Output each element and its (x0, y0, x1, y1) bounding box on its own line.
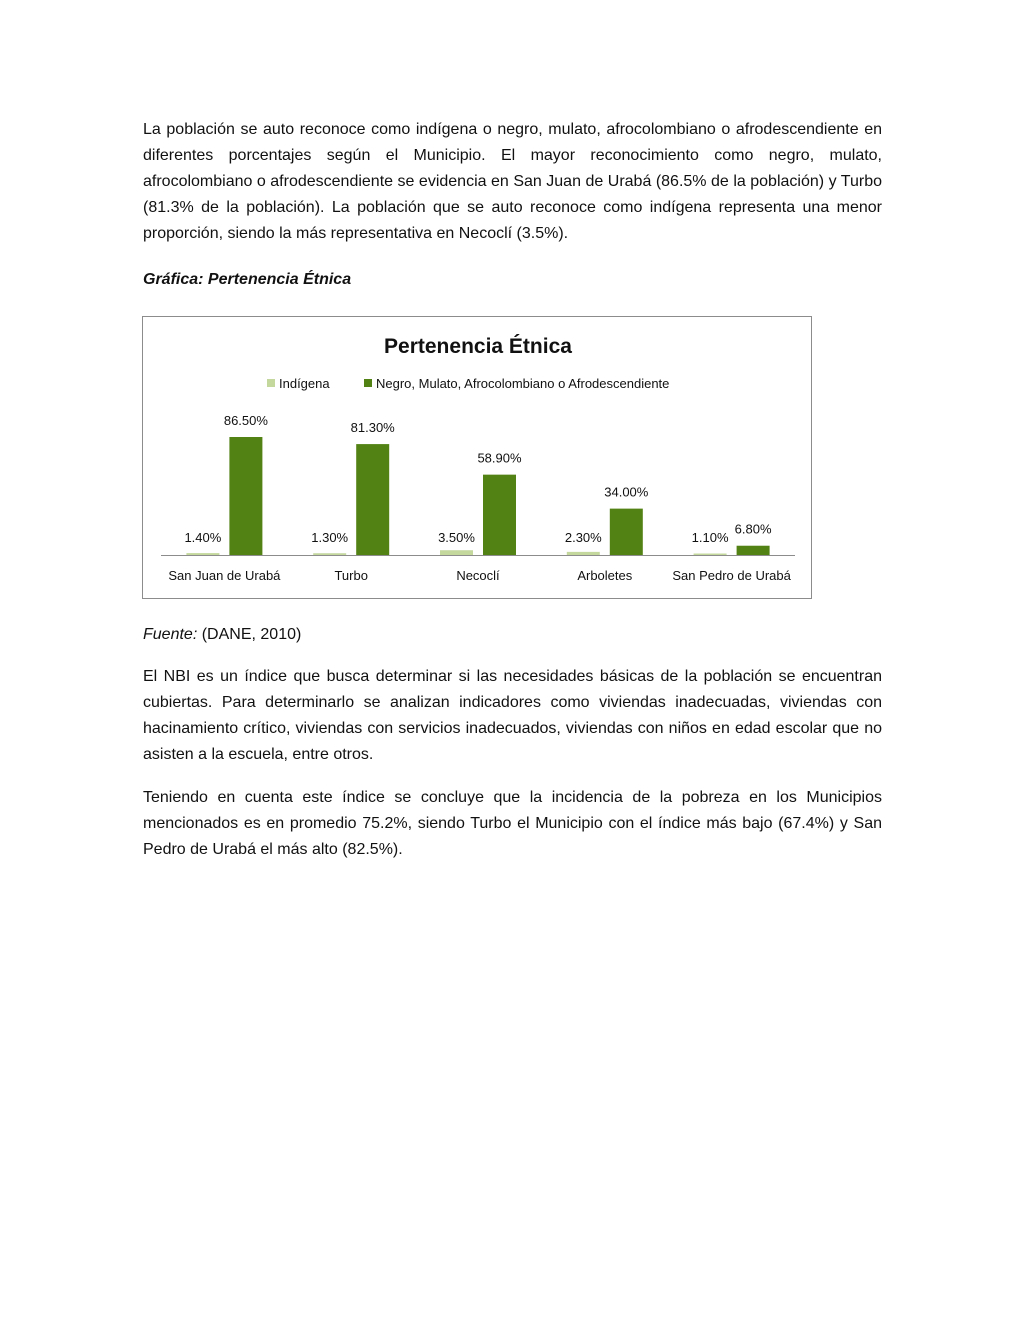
ethnicity-bar-chart (143, 317, 813, 600)
bar-turbo-negro (356, 444, 389, 555)
bar-necocli-indigena (440, 550, 473, 555)
paragraph-poverty: Teniendo en cuenta este índice se concluye que la incidencia de la pobreza en los Municipios mencionados es en promedio 75.2%, siendo Turbo el Municipio con el índice más bajo (67.4%) y San Pedro de Urabá el más alto (82.5%). (143, 789, 882, 858)
bar-san-pedro-de-uraba-negro (737, 546, 770, 555)
legend-swatch-negro (364, 379, 372, 387)
category-label-necocli: Necoclí (456, 568, 500, 583)
data-label-san-pedro-de-uraba-indigena: 1.10% (691, 530, 729, 545)
category-label-turbo: Turbo (334, 568, 368, 583)
data-label-necocli-indigena: 3.50% (438, 530, 475, 545)
legend-label-negro: Negro, Mulato, Afrocolombiano o Afrodescendiente (376, 376, 670, 391)
data-label-san-juan-de-uraba-indigena: 1.40% (184, 530, 222, 545)
bar-arboletes-indigena (567, 552, 600, 555)
category-label-arboletes: Arboletes (577, 568, 633, 583)
data-label-arboletes-indigena: 2.30% (564, 530, 602, 545)
data-label-arboletes-negro: 34.00% (604, 484, 649, 500)
category-labels (168, 568, 791, 583)
data-label-san-juan-de-uraba-negro: 86.50% (223, 413, 268, 428)
chart-bars (184, 413, 772, 555)
source-citation (143, 626, 301, 644)
source-value: (DANE, 2010) (201, 626, 302, 643)
data-label-necocli-negro: 58.90% (477, 450, 522, 466)
category-label-san-pedro-de-uraba: San Pedro de Urabá (672, 568, 791, 583)
data-label-turbo-negro: 81.30% (350, 420, 395, 436)
legend-label-indigena: Indígena (279, 376, 330, 391)
bar-necocli-negro (483, 475, 516, 555)
chart-container (142, 316, 812, 599)
bar-san-pedro-de-uraba-indigena (694, 553, 727, 555)
data-label-turbo-indigena: 1.30% (311, 530, 349, 545)
bar-san-juan-de-uraba-negro (229, 437, 262, 555)
legend-swatch-indigena (267, 379, 275, 387)
chart-title: Pertenencia Étnica (384, 335, 572, 358)
data-label-san-pedro-de-uraba-negro: 6.80% (734, 521, 772, 537)
bar-turbo-indigena (313, 553, 346, 555)
chart-legend (267, 376, 669, 391)
source-label: Fuente: (143, 626, 198, 643)
paragraph-nbi: El NBI es un índice que busca determinar si las necesidades básicas de la población se encuentran cubiertas. Para determinarlo se analizan indicadores como viviendas inadecuadas, viviendas con hacinamiento crítico, viviendas con servicios inadecuados, viviendas con niños en edad escolar que no asisten a la escuela, entre otros. (143, 668, 882, 763)
figure-caption: Gráfica: Pertenencia Étnica (143, 271, 352, 288)
paragraph-intro: La población se auto reconoce como indígena o negro, mulato, afrocolombiano o afrodescendiente en diferentes porcentajes según el Municipio. El mayor reconocimiento como negro, mulato, afrocolombiano o afrodescendiente se evidencia en San Juan de Urabá (86.5% de la población) y Turbo (81.3% de la población). La población que se auto reconoce como indígena representa una menor proporción, siendo la más representativa en Necoclí (3.5%). (143, 121, 882, 242)
bar-arboletes-negro (610, 509, 643, 555)
category-label-san-juan-de-uraba: San Juan de Urabá (168, 568, 281, 583)
bar-san-juan-de-uraba-indigena (186, 553, 219, 555)
